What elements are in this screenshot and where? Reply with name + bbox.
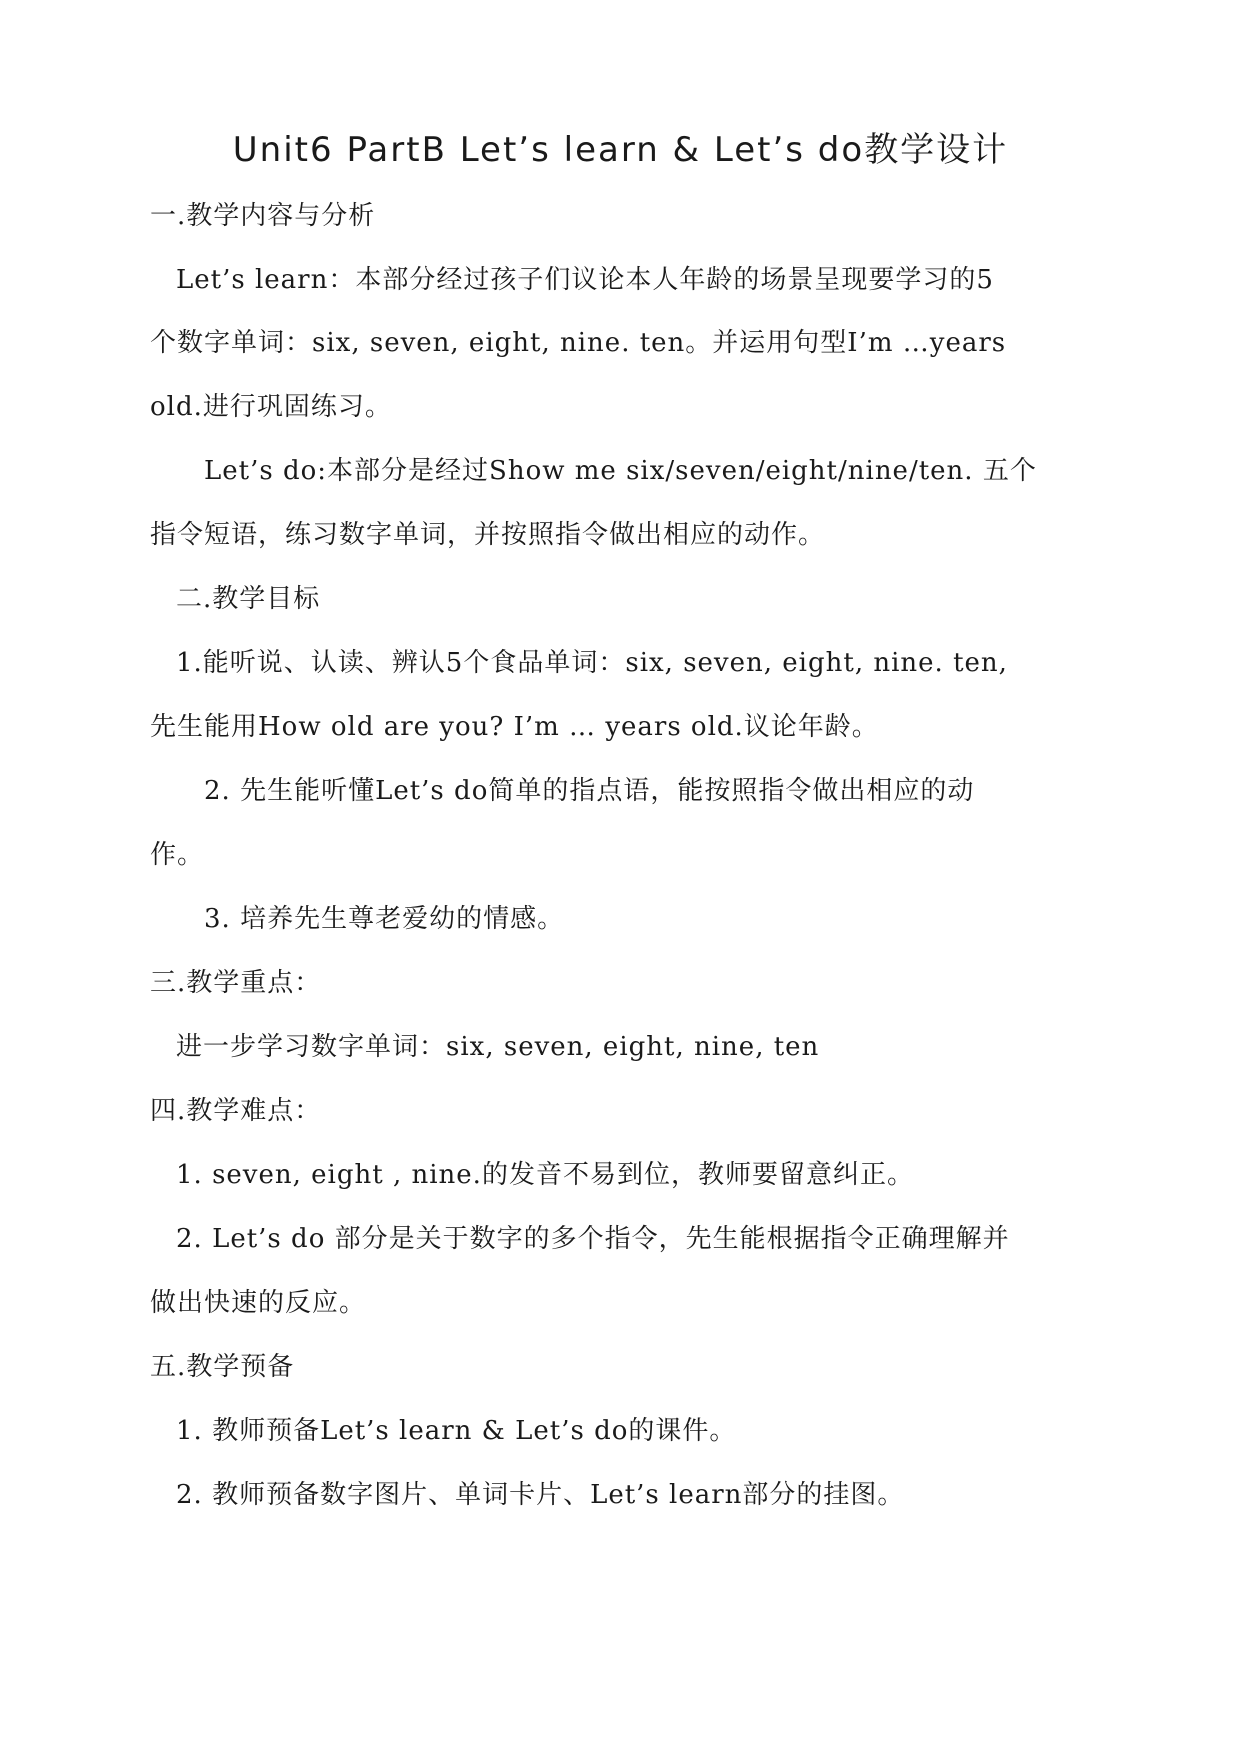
difficulty-2-line-1: 2. Let’s do 部分是关于数字的多个指令，先生能根据指令正确理解并 [176,1224,1010,1254]
section-heading-content-analysis: 一.教学内容与分析 [150,201,376,231]
objective-2-line-2: 作。 [150,840,205,870]
paragraph-lets-learn-line-2: 个数字单词：six, seven, eight, nine. ten。并运用句型I’m …years [150,328,1007,358]
preparation-1: 1. 教师预备Let’s learn & Let’s do的课件。 [176,1416,737,1446]
paragraph-lets-do-line-2: 指令短语，练习数字单词，并按照指令做出相应的动作。 [150,520,826,550]
difficulty-1: 1. seven, eight , nine.的发音不易到位，教师要留意纠正。 [176,1160,914,1190]
objective-1-line-1: 1.能听说、认读、辨认5个食品单词：six, seven, eight, nine. ten, [176,648,1008,678]
difficulty-2-line-2: 做出快速的反应。 [150,1288,367,1318]
objective-2-line-1: 2. 先生能听懂Let’s do简单的指点语，能按照指令做出相应的动 [204,776,975,806]
section-heading-key-points: 三.教学重点： [150,968,322,998]
section-heading-objectives: 二.教学目标 [176,584,321,614]
key-points-text: 进一步学习数字单词：six, seven, eight, nine, ten [176,1032,820,1062]
section-heading-difficulties: 四.教学难点： [150,1096,322,1126]
paragraph-lets-learn-line-1: Let’s learn：本部分经过孩子们议论本人年龄的场景呈现要学习的5 [176,265,994,295]
document-title: Unit6 PartB Let’s learn & Let’s do教学设计 [232,130,1009,170]
preparation-2: 2. 教师预备数字图片、单词卡片、Let’s learn部分的挂图。 [176,1480,905,1510]
paragraph-lets-learn-line-3: old.进行巩固练习。 [150,392,392,422]
section-heading-preparation: 五.教学预备 [150,1352,295,1382]
objective-3: 3. 培养先生尊老爱幼的情感。 [204,904,565,934]
paragraph-lets-do-line-1: Let’s do:本部分是经过Show me six/seven/eight/nine/ten. 五个 [204,456,1037,486]
objective-1-line-2: 先生能用How old are you? I’m … years old.议论年龄。 [150,712,879,742]
